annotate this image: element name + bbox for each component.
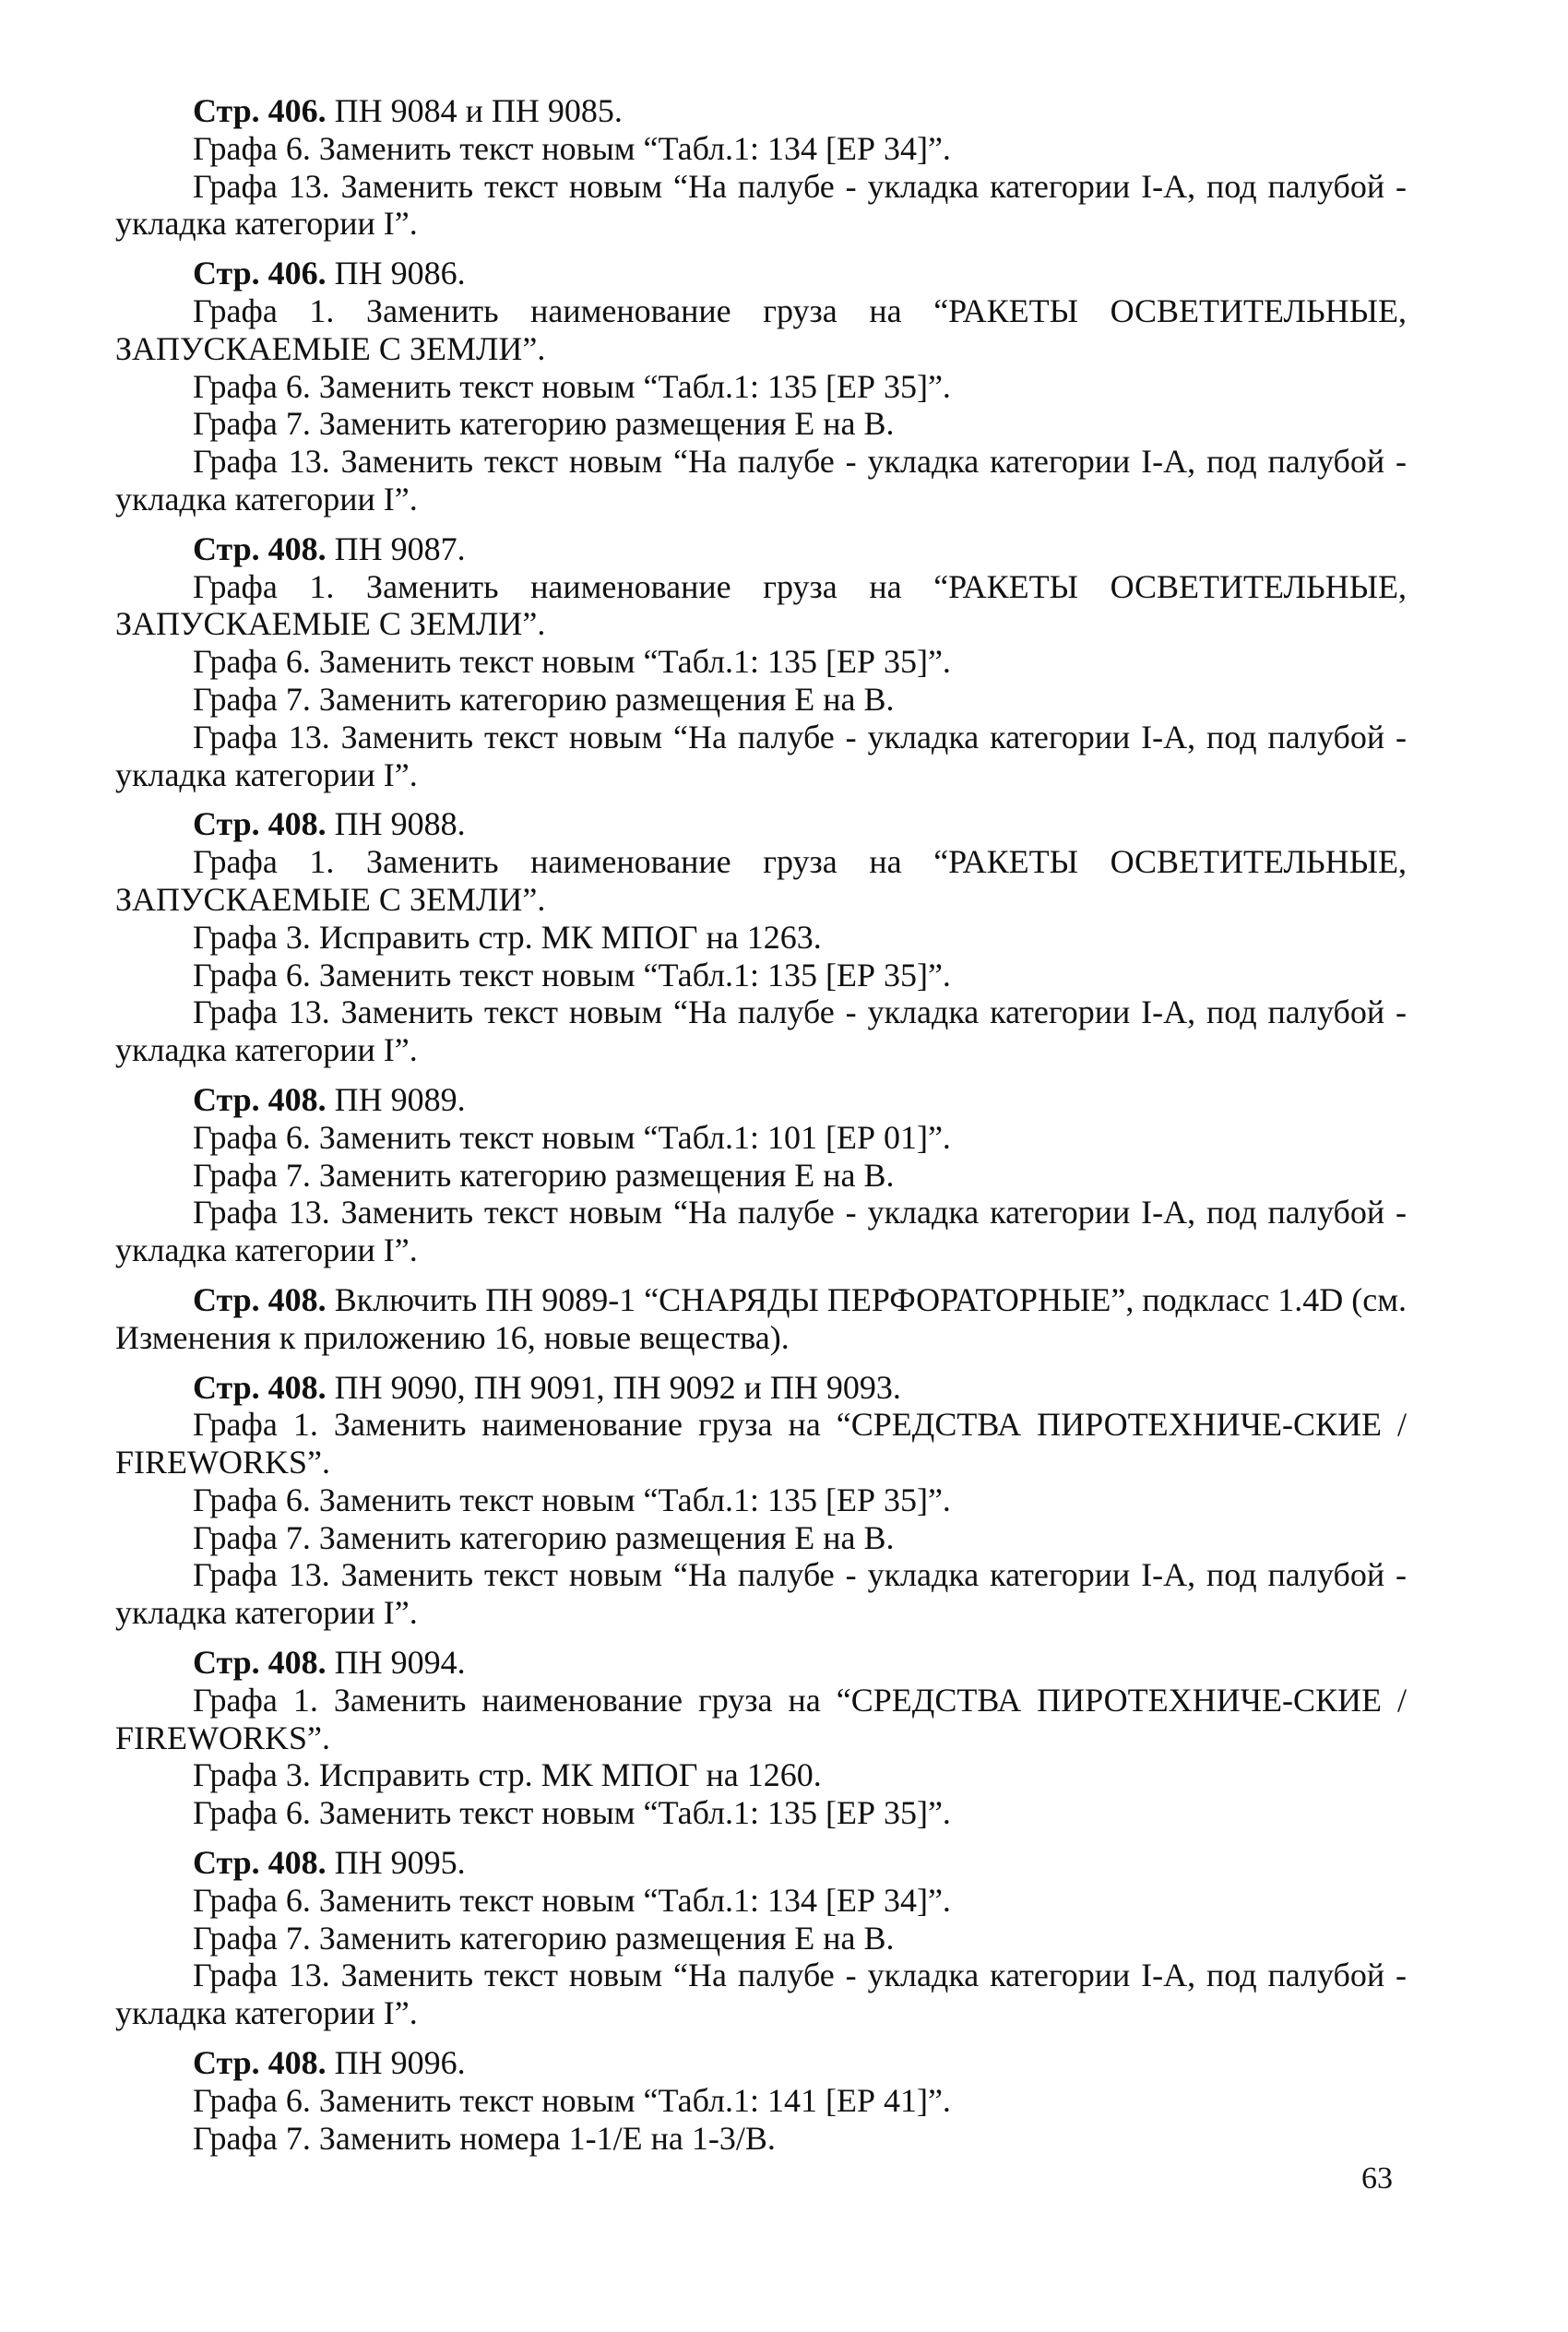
entry-subject: ПН 9087. [334, 529, 466, 567]
entry-subject: ПН 9095. [334, 1844, 466, 1882]
column-change: Графа 6. Заменить текст новым “Табл.1: 134 [ЕР 34]”. [193, 1881, 951, 1919]
amendment-entry [115, 255, 1407, 518]
column-change: Графа 3. Исправить стр. МК МПОГ на 1260. [193, 1756, 822, 1794]
page-reference: Стр. 408. [193, 1080, 327, 1118]
column-change: Графа 6. Заменить текст новым “Табл.1: 135 [ЕР 35]”. [193, 956, 951, 993]
amendment-entry [115, 2044, 1407, 2157]
entry-subject: ПН 9094. [334, 1644, 466, 1682]
amendment-entry [115, 1281, 1407, 1357]
amendment-entry [115, 805, 1407, 1069]
column-change: Графа 1. Заменить наименование груза на “РАКЕТЫ ОСВЕТИТЕЛЬНЫЕ, ЗАПУСКАЕМЫЕ С ЗЕМЛИ”. [115, 567, 1407, 643]
column-change: Графа 7. Заменить категорию размещения Е на В. [193, 1919, 895, 1957]
column-change: Графа 13. Заменить текст новым “На палубе - укладка категории I-А, под палубой - укладка категории I”. [115, 718, 1407, 793]
entry-heading [115, 255, 1407, 292]
entry-heading [115, 1369, 1407, 1407]
entry-subject: ПН 9089. [334, 1080, 466, 1118]
column-change: Графа 13. Заменить текст новым “На палубе - укладка категории I-А, под палубой - укладка категории I”. [115, 1957, 1407, 2032]
column-change: Графа 13. Заменить текст новым “На палубе - укладка категории I-А, под палубой - укладка категории I”. [115, 1194, 1407, 1269]
column-change: Графа 7. Заменить категорию размещения Е на В. [193, 405, 895, 443]
column-change: Графа 3. Исправить стр. МК МПОГ на 1263. [193, 918, 822, 956]
column-change: Графа 13. Заменить текст новым “На палубе - укладка категории I-А, под палубой - укладка категории I”. [115, 443, 1407, 518]
page-reference: Стр. 408. [193, 1368, 327, 1406]
column-change: Графа 6. Заменить текст новым “Табл.1: 135 [ЕР 35]”. [193, 1794, 951, 1832]
amendment-entry [115, 530, 1407, 794]
page-reference: Стр. 408. [193, 1844, 327, 1882]
column-change: Графа 13. Заменить текст новым “На палубе - укладка категории I-А, под палубой - укладка категории I”. [115, 993, 1407, 1069]
page-reference: Стр. 408. [193, 1644, 327, 1682]
column-change: Графа 6. Заменить текст новым “Табл.1: 141 [ЕР 41]”. [193, 2081, 951, 2119]
entry-heading [115, 805, 1407, 843]
entry-subject: ПН 9088. [334, 805, 466, 843]
page-number: 63 [1361, 2161, 1393, 2195]
entry-subject: ПН 9090, ПН 9091, ПН 9092 и ПН 9093. [334, 1368, 901, 1406]
page-reference: Стр. 408. [193, 2044, 327, 2082]
entry-subject: ПН 9084 и ПН 9085. [334, 92, 623, 129]
entry-heading [115, 2044, 1407, 2082]
column-change: Графа 6. Заменить текст новым “Табл.1: 135 [ЕР 35]”. [193, 643, 951, 681]
column-change: Графа 6. Заменить текст новым “Табл.1: 101 [ЕР 01]”. [193, 1118, 951, 1156]
amendment-entry [115, 1081, 1407, 1269]
amendment-entry [115, 1844, 1407, 2032]
entry-subject: ПН 9096. [334, 2044, 466, 2082]
column-change: Графа 7. Заменить номера 1-1/Е на 1-3/В. [193, 2119, 776, 2157]
page-reference: Стр. 408. [193, 1280, 327, 1318]
entry-heading [115, 530, 1407, 568]
page-reference: Стр. 408. [193, 529, 327, 567]
column-change: Графа 6. Заменить текст новым “Табл.1: 135 [ЕР 35]”. [193, 367, 951, 405]
amendment-entry [115, 92, 1407, 243]
entry-heading [115, 1281, 1407, 1357]
amendment-entry [115, 1644, 1407, 1832]
column-change: Графа 7. Заменить категорию размещения Е на В. [193, 1156, 895, 1194]
amendments-list [115, 92, 1407, 2157]
page-reference: Стр. 406. [193, 92, 327, 129]
column-change: Графа 1. Заменить наименование груза на “РАКЕТЫ ОСВЕТИТЕЛЬНЫЕ, ЗАПУСКАЕМЫЕ С ЗЕМЛИ”. [115, 843, 1407, 918]
column-change: Графа 1. Заменить наименование груза на “РАКЕТЫ ОСВЕТИТЕЛЬНЫЕ, ЗАПУСКАЕМЫЕ С ЗЕМЛИ”. [115, 292, 1407, 367]
column-change: Графа 6. Заменить текст новым “Табл.1: 135 [ЕР 35]”. [193, 1481, 951, 1518]
entry-heading [115, 1844, 1407, 1882]
page-reference: Стр. 408. [193, 805, 327, 843]
entry-subject: Включить ПН 9089-1 “СНАРЯДЫ ПЕРФОРАТОРНЫЕ”, подкласс 1.4D (см. Изменения к приложению 16, новые вещества). [115, 1280, 1408, 1356]
column-change: Графа 6. Заменить текст новым “Табл.1: 134 [ЕР 34]”. [193, 129, 951, 167]
column-change: Графа 7. Заменить категорию размещения Е на В. [193, 680, 895, 718]
column-change: Графа 7. Заменить категорию размещения Е на В. [193, 1518, 895, 1556]
entry-subject: ПН 9086. [334, 255, 466, 292]
column-change: Графа 1. Заменить наименование груза на “СРЕДСТВА ПИРОТЕХНИЧЕ-СКИЕ / FIREWORKS”. [115, 1406, 1407, 1481]
amendment-entry [115, 1369, 1407, 1633]
document-page [115, 92, 1407, 2169]
page-reference: Стр. 406. [193, 255, 327, 292]
entry-heading [115, 1081, 1407, 1119]
entry-heading [115, 92, 1407, 130]
column-change: Графа 13. Заменить текст новым “На палубе - укладка категории I-А, под палубой - укладка категории I”. [115, 1556, 1407, 1632]
entry-heading [115, 1644, 1407, 1682]
column-change: Графа 13. Заменить текст новым “На палубе - укладка категории I-А, под палубой - укладка категории I”. [115, 167, 1407, 243]
column-change: Графа 1. Заменить наименование груза на “СРЕДСТВА ПИРОТЕХНИЧЕ-СКИЕ / FIREWORKS”. [115, 1681, 1407, 1756]
